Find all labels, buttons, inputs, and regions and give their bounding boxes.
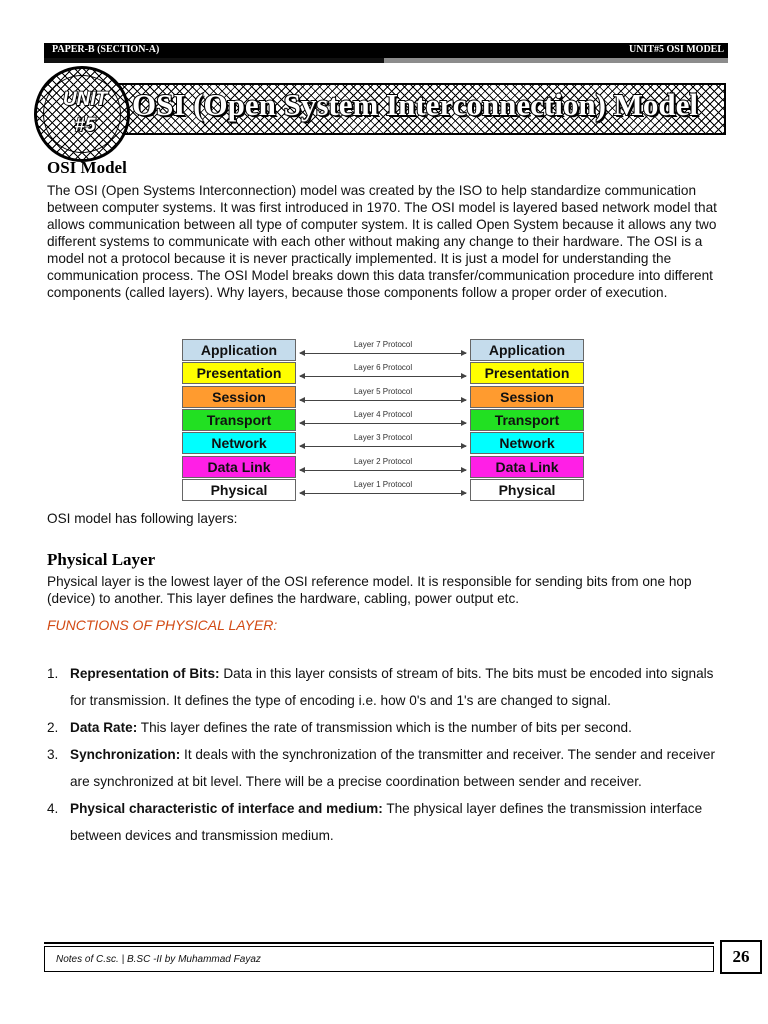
unit-badge-label: UNIT bbox=[62, 89, 108, 110]
footer-text: Notes of C.sc. | B.SC -II by Muhammad Fayaz bbox=[56, 954, 261, 965]
layer-box-right: Physical bbox=[470, 479, 584, 501]
layer-box-right: Data Link bbox=[470, 456, 584, 478]
layer-box-right: Presentation bbox=[470, 362, 584, 384]
layer-box-left: Network bbox=[182, 432, 296, 454]
list-item-number: 4. bbox=[47, 801, 59, 816]
header-left-text: PAPER-B (SECTION-A) bbox=[52, 44, 160, 55]
layer-box-left: Data Link bbox=[182, 456, 296, 478]
layer-box-left: Application bbox=[182, 339, 296, 361]
unit-badge-number: #5 bbox=[74, 115, 96, 136]
list-item-text: This layer defines the rate of transmission which is the number of bits per second. bbox=[140, 720, 632, 735]
list-item-text: The physical layer defines the transmission interface between devices and transmission medium. bbox=[70, 801, 703, 843]
protocol-arrow bbox=[300, 353, 466, 354]
osi-model-paragraph: The OSI (Open Systems Interconnection) model was created by the ISO to help standardize communication between computer systems. It was first introduced in 1970. The OSI model is layered based network model that allows communication between all type of computer system. It is called Open System because it allows any two different systems to communicate with each other without making any change to their hardware. The OSI is a model not a protocol because it is never practically implemented. It is just a model for understanding the communication process. The OSI Model breaks down this data transfer/communication procedure into different components (called layers). Why layers, because those components follow a proper order of execution. bbox=[47, 183, 717, 300]
page-number: 26 bbox=[720, 940, 762, 974]
header-right-text: UNIT#5 OSI MODEL bbox=[628, 44, 724, 55]
protocol-label: Layer 4 Protocol bbox=[353, 409, 413, 419]
layer-box-left: Transport bbox=[182, 409, 296, 431]
protocol-arrow bbox=[300, 446, 466, 447]
footer-rule bbox=[44, 942, 714, 944]
section-heading-physical-layer: Physical Layer bbox=[47, 550, 156, 569]
protocol-arrow bbox=[300, 400, 466, 401]
layer-box-left: Presentation bbox=[182, 362, 296, 384]
header-rule-dark bbox=[44, 58, 384, 63]
layer-box-left: Physical bbox=[182, 479, 296, 501]
page-header bbox=[44, 43, 728, 58]
protocol-label: Layer 1 Protocol bbox=[353, 479, 413, 489]
list-item bbox=[47, 660, 727, 714]
layers-intro-text: OSI model has following layers: bbox=[47, 511, 238, 526]
protocol-label: Layer 7 Protocol bbox=[353, 340, 413, 349]
list-item-number: 2. bbox=[47, 720, 59, 735]
list-item-number: 1. bbox=[47, 666, 59, 681]
functions-heading: FUNCTIONS OF PHYSICAL LAYER: bbox=[47, 617, 278, 633]
protocol-label: Layer 6 Protocol bbox=[353, 363, 413, 373]
protocol-arrow bbox=[300, 470, 466, 471]
protocol-label: Layer 2 Protocol bbox=[353, 456, 413, 466]
layer-box-right: Transport bbox=[470, 409, 584, 431]
layer-box-right: Application bbox=[470, 339, 584, 361]
list-item-text: It deals with the synchronization of the transmitter and receiver. The sender and receiver are synchronized at bit level. There will be a precise coordination between sender and receiver. bbox=[70, 747, 715, 789]
list-item-text: Data in this layer consists of stream of bits. The bits must be encoded into signals for transmission. It defines the type of encoding i.e. how 0's and 1's are changed to signal. bbox=[70, 666, 714, 708]
list-item bbox=[47, 741, 727, 795]
protocol-arrow bbox=[300, 423, 466, 424]
protocol-arrow bbox=[300, 376, 466, 377]
protocol-label: Layer 3 Protocol bbox=[353, 433, 413, 443]
list-item bbox=[47, 714, 727, 741]
list-item bbox=[47, 795, 727, 849]
layer-box-right: Session bbox=[470, 386, 584, 408]
functions-list bbox=[47, 660, 727, 849]
section-heading-osi-model: OSI Model bbox=[47, 158, 127, 177]
protocol-label: Layer 5 Protocol bbox=[353, 386, 413, 396]
page-title: OSI (Open System Interconnection) Model bbox=[132, 87, 699, 122]
list-item-number: 3. bbox=[47, 747, 59, 762]
unit-badge-ring bbox=[43, 75, 121, 153]
protocol-arrow bbox=[300, 493, 466, 494]
layer-box-left: Session bbox=[182, 386, 296, 408]
list-item-title: Physical characteristic of interface and medium: bbox=[70, 801, 383, 816]
list-item-title: Data Rate: bbox=[70, 720, 138, 735]
list-item-title: Representation of Bits: bbox=[70, 666, 220, 681]
physical-layer-paragraph: Physical layer is the lowest layer of the OSI reference model. It is responsible for sending bits from one hop (device) to another. This layer defines the hardware, cabling, power output etc. bbox=[47, 574, 692, 606]
list-item-title: Synchronization: bbox=[70, 747, 181, 762]
header-rule-gray bbox=[384, 58, 728, 63]
osi-layers-diagram bbox=[174, 336, 592, 506]
layer-box-right: Network bbox=[470, 432, 584, 454]
unit-badge bbox=[34, 66, 130, 162]
